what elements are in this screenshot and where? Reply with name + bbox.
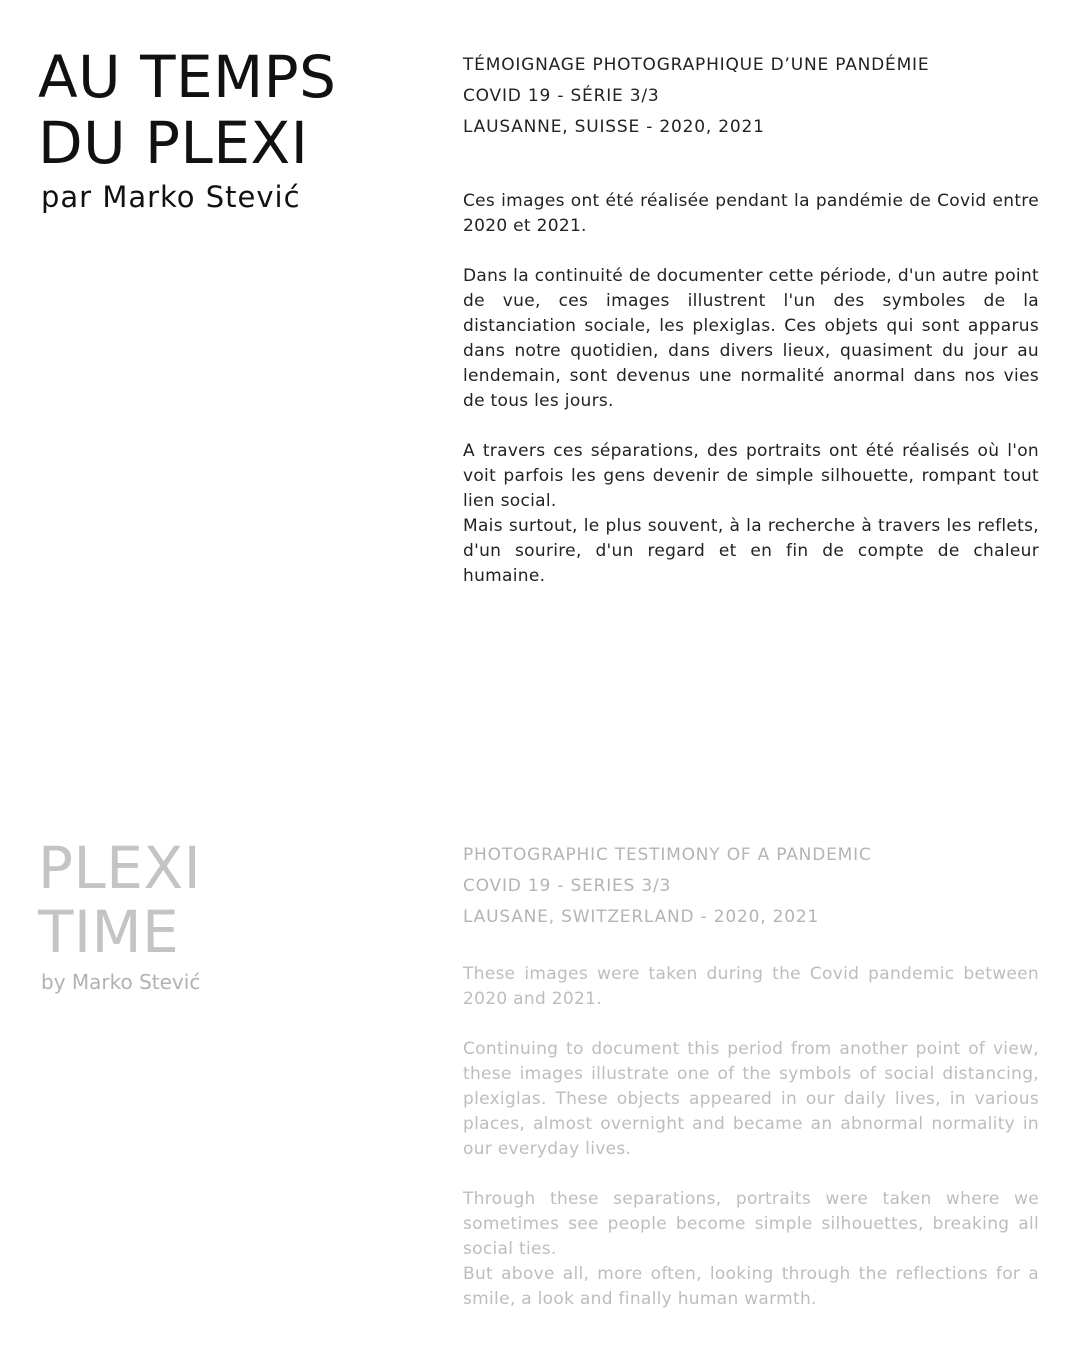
french-paragraph-2: Dans la continuité de documenter cette période, d'un autre point de vue, ces images illustrent l'un des symboles de la distanciation sociale, les plexiglas. Ces objets qui sont apparus dans notre quotidien, dans divers lieux, quasiment du jour au lendemain, sont devenus une normalité anormal dans nos vies de tous les jours. [463, 266, 1039, 411]
french-body [463, 189, 1039, 589]
english-title-line-2: TIME [38, 898, 180, 966]
english-meta [463, 840, 1043, 933]
french-paragraph-4: Mais surtout, le plus souvent, à la recherche à travers les reflets, d'un sourire, d'un regard et en fin de compte de chaleur humaine. [463, 516, 1039, 586]
french-title [38, 44, 438, 176]
french-meta-series: COVID 19 - SÉRIE 3/3 [463, 86, 660, 106]
french-title-line-2: DU PLEXI [38, 109, 309, 177]
english-body [463, 962, 1039, 1312]
english-title [38, 836, 438, 964]
french-paragraph-1: Ces images ont été réalisée pendant la pandémie de Covid entre 2020 et 2021. [463, 191, 1039, 236]
english-title-line-1: PLEXI [38, 834, 202, 902]
english-paragraph-4: But above all, more often, looking through the reflections for a smile, a look and finally human warmth. [463, 1264, 1039, 1309]
french-title-line-1: AU TEMPS [38, 43, 337, 111]
french-meta-location: LAUSANNE, SUISSE - 2020, 2021 [463, 117, 765, 137]
english-paragraph-1: These images were taken during the Covid pandemic between 2020 and 2021. [463, 964, 1039, 1009]
french-byline: par Marko Stević [41, 180, 301, 214]
english-meta-series: COVID 19 - SERIES 3/3 [463, 876, 672, 896]
english-byline: by Marko Stević [41, 970, 201, 994]
french-paragraph-3: A travers ces séparations, des portraits ont été réalisés où l'on voit parfois les gens devenir de simple silhouette, rompant tout lien social. [463, 441, 1039, 511]
french-meta [463, 50, 1043, 143]
english-paragraph-2: Continuing to document this period from another point of view, these images illustrate one of the symbols of social distancing, plexiglas. These objects appeared in our daily lives, in various places, almost overnight and became an abnormal normality in our everyday lives. [463, 1039, 1039, 1159]
english-paragraph-3: Through these separations, portraits were taken where we sometimes see people become simple silhouettes, breaking all social ties. [463, 1189, 1039, 1259]
english-meta-subtitle: PHOTOGRAPHIC TESTIMONY OF A PANDEMIC [463, 845, 872, 865]
english-meta-location: LAUSANE, SWITZERLAND - 2020, 2021 [463, 907, 820, 927]
french-meta-subtitle: TÉMOIGNAGE PHOTOGRAPHIQUE D’UNE PANDÉMIE [463, 55, 930, 75]
